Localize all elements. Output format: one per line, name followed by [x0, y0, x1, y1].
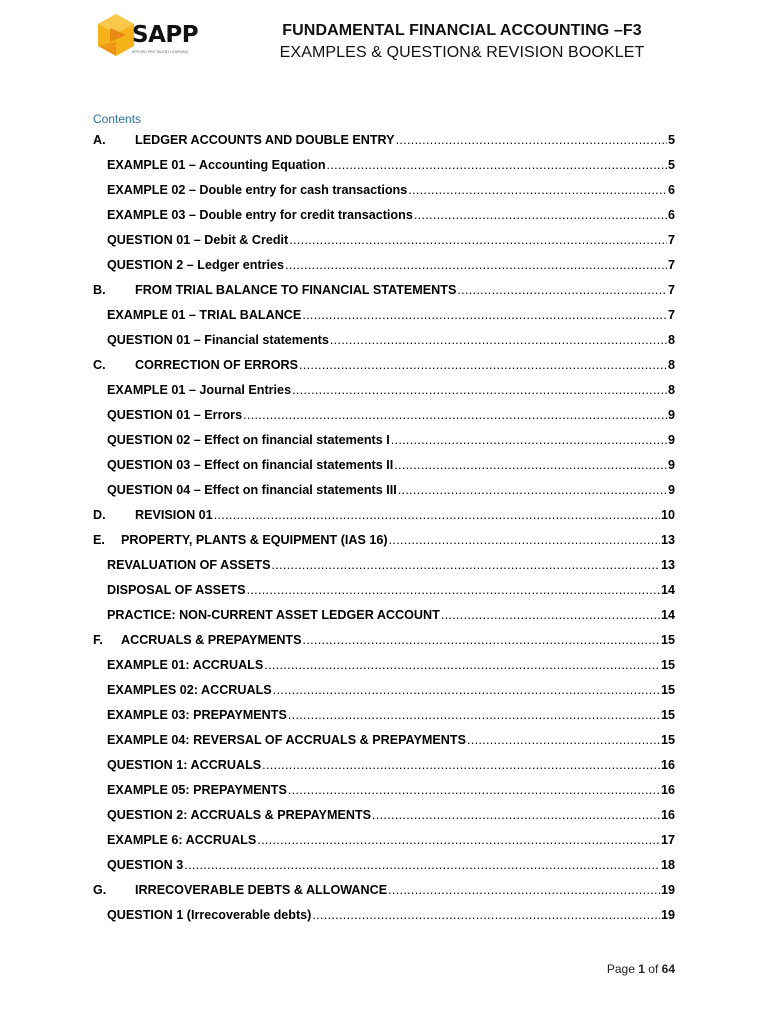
toc-dot-leader	[396, 133, 667, 147]
toc-entry[interactable]	[93, 852, 675, 877]
toc-page-number: 14	[660, 607, 675, 622]
toc-dot-leader	[372, 808, 660, 822]
toc-entry[interactable]	[93, 452, 675, 477]
toc-entry-label: REVISION 01	[135, 507, 213, 522]
toc-entry-label: EXAMPLE 04: REVERSAL OF ACCRUALS & PREPAYMENTS	[107, 732, 466, 747]
toc-entry[interactable]	[93, 327, 675, 352]
toc-page-number: 5	[667, 157, 675, 172]
toc-dot-leader	[398, 483, 667, 497]
title-line-1: FUNDAMENTAL FINANCIAL ACCOUNTING –F3	[282, 22, 642, 39]
toc-entry-label: QUESTION 1 (Irrecoverable debts)	[107, 907, 312, 922]
toc-section-number: A.	[93, 132, 106, 147]
toc-entry[interactable]	[93, 652, 675, 677]
sapp-logo-icon	[96, 12, 136, 58]
toc-section-number: E.	[93, 532, 105, 547]
toc-entry[interactable]	[93, 527, 675, 552]
toc-entry-label: QUESTION 01 – Financial statements	[107, 332, 329, 347]
toc-entry[interactable]	[93, 627, 675, 652]
toc-entry[interactable]	[93, 577, 675, 602]
toc-dot-leader	[414, 208, 667, 222]
toc-entry[interactable]	[93, 252, 675, 277]
toc-entry-label: REVALUATION OF ASSETS	[107, 557, 271, 572]
of-word: of	[648, 962, 659, 976]
toc-entry[interactable]	[93, 902, 675, 927]
toc-entry-label: PRACTICE: NON-CURRENT ASSET LEDGER ACCOUNT	[107, 607, 440, 622]
toc-page-number: 7	[667, 307, 675, 322]
toc-entry-label: QUESTION 03 – Effect on financial statements II	[107, 457, 394, 472]
document-title	[276, 20, 648, 64]
toc-entry-label: QUESTION 02 – Effect on financial statements I	[107, 432, 390, 447]
toc-entry[interactable]	[93, 702, 675, 727]
toc-entry[interactable]	[93, 477, 675, 502]
toc-dot-leader	[303, 633, 660, 647]
toc-entry[interactable]	[93, 227, 675, 252]
toc-entry-label: EXAMPLE 01: ACCRUALS	[107, 657, 264, 672]
toc-entry[interactable]	[93, 602, 675, 627]
toc-entry-label: EXAMPLE 02 – Double entry for cash transactions	[107, 182, 408, 197]
toc-dot-leader	[327, 158, 667, 172]
toc-dot-leader	[257, 833, 660, 847]
toc-entry[interactable]	[93, 302, 675, 327]
table-of-contents	[93, 127, 675, 927]
toc-entry-label: EXAMPLE 01 – Accounting Equation	[107, 157, 326, 172]
toc-entry-label: QUESTION 01 – Debit & Credit	[107, 232, 289, 247]
toc-page-number: 9	[667, 407, 675, 422]
toc-section-number: B.	[93, 282, 106, 297]
toc-dot-leader	[389, 533, 660, 547]
page-total: 64	[661, 962, 675, 976]
contents-heading: Contents	[93, 112, 142, 126]
toc-entry[interactable]	[93, 877, 675, 902]
toc-entry[interactable]	[93, 777, 675, 802]
sapp-logo	[96, 10, 206, 62]
toc-entry[interactable]	[93, 402, 675, 427]
toc-entry-label: EXAMPLE 03 – Double entry for credit transactions	[107, 207, 413, 222]
toc-entry[interactable]	[93, 827, 675, 852]
toc-dot-leader	[292, 383, 667, 397]
toc-entry[interactable]	[93, 127, 675, 152]
toc-dot-leader	[467, 733, 660, 747]
toc-entry[interactable]	[93, 177, 675, 202]
toc-page-number: 6	[667, 207, 675, 222]
toc-dot-leader	[273, 683, 660, 697]
toc-entry[interactable]	[93, 502, 675, 527]
toc-dot-leader	[302, 308, 667, 322]
toc-entry[interactable]	[93, 277, 675, 302]
toc-dot-leader	[289, 233, 667, 247]
toc-entry-label: QUESTION 3	[107, 857, 184, 872]
toc-entry-label: PROPERTY, PLANTS & EQUIPMENT (IAS 16)	[121, 532, 388, 547]
toc-dot-leader	[330, 333, 667, 347]
toc-dot-leader	[184, 858, 660, 872]
toc-page-number: 8	[667, 357, 675, 372]
toc-entry-label: QUESTION 01 – Errors	[107, 407, 243, 422]
toc-page-number: 15	[660, 632, 675, 647]
toc-page-number: 7	[667, 257, 675, 272]
toc-page-number: 10	[660, 507, 675, 522]
toc-page-number: 9	[667, 432, 675, 447]
toc-page-number: 6	[667, 182, 675, 197]
toc-entry-label: QUESTION 04 – Effect on financial statements III	[107, 482, 397, 497]
toc-entry[interactable]	[93, 352, 675, 377]
toc-entry-label: FROM TRIAL BALANCE TO FINANCIAL STATEMENTS	[135, 282, 457, 297]
toc-entry-label: DISPOSAL OF ASSETS	[107, 582, 246, 597]
toc-entry-label: EXAMPLE 6: ACCRUALS	[107, 832, 257, 847]
toc-dot-leader	[408, 183, 667, 197]
toc-entry-label: EXAMPLE 01 – TRIAL BALANCE	[107, 307, 302, 322]
toc-dot-leader	[299, 358, 667, 372]
toc-section-number: F.	[93, 632, 103, 647]
toc-dot-leader	[288, 708, 660, 722]
page-current: 1	[638, 962, 645, 976]
toc-entry[interactable]	[93, 677, 675, 702]
toc-entry-label: LEDGER ACCOUNTS AND DOUBLE ENTRY	[135, 132, 395, 147]
toc-entry-label: EXAMPLE 05: PREPAYMENTS	[107, 782, 287, 797]
toc-dot-leader	[312, 908, 660, 922]
toc-dot-leader	[394, 458, 667, 472]
toc-entry[interactable]	[93, 752, 675, 777]
toc-page-number: 15	[660, 732, 675, 747]
toc-page-number: 19	[660, 882, 675, 897]
toc-page-number: 16	[660, 757, 675, 772]
toc-page-number: 9	[667, 457, 675, 472]
toc-entry-label: QUESTION 1: ACCRUALS	[107, 757, 262, 772]
toc-section-number: D.	[93, 507, 106, 522]
toc-entry-label: IRRECOVERABLE DEBTS & ALLOWANCE	[135, 882, 388, 897]
toc-page-number: 13	[660, 532, 675, 547]
toc-entry-label: EXAMPLES 02: ACCRUALS	[107, 682, 272, 697]
logo-tagline: APPLIED PRO TALENT LEARNING	[132, 50, 189, 54]
toc-section-number: C.	[93, 357, 106, 372]
toc-page-number: 5	[667, 132, 675, 147]
toc-page-number: 8	[667, 382, 675, 397]
toc-entry[interactable]	[93, 802, 675, 827]
toc-page-number: 18	[660, 857, 675, 872]
page-word: Page	[606, 962, 635, 976]
toc-entry-label: CORRECTION OF ERRORS	[135, 357, 299, 372]
toc-page-number: 7	[667, 232, 675, 247]
toc-dot-leader	[262, 758, 660, 772]
toc-entry-label: QUESTION 2: ACCRUALS & PREPAYMENTS	[107, 807, 372, 822]
toc-dot-leader	[264, 658, 660, 672]
toc-page-number: 19	[660, 907, 675, 922]
toc-page-number: 16	[660, 782, 675, 797]
logo-wordmark: SAPP	[132, 22, 199, 48]
toc-entry-label: QUESTION 2 – Ledger entries	[107, 257, 285, 272]
toc-page-number: 8	[667, 332, 675, 347]
toc-page-number: 15	[660, 657, 675, 672]
toc-entry-label: EXAMPLE 03: PREPAYMENTS	[107, 707, 287, 722]
toc-entry[interactable]	[93, 552, 675, 577]
toc-entry-label: ACCRUALS & PREPAYMENTS	[121, 632, 302, 647]
title-line-2: EXAMPLES & QUESTION& REVISION BOOKLET	[279, 44, 645, 61]
toc-entry[interactable]	[93, 377, 675, 402]
toc-page-number: 7	[667, 282, 675, 297]
toc-page-number: 15	[660, 707, 675, 722]
toc-dot-leader	[243, 408, 667, 422]
toc-entry[interactable]	[93, 202, 675, 227]
toc-dot-leader	[388, 883, 660, 897]
toc-dot-leader	[272, 558, 660, 572]
toc-page-number: 14	[660, 582, 675, 597]
toc-page-number: 9	[667, 482, 675, 497]
toc-page-number: 15	[660, 682, 675, 697]
toc-dot-leader	[391, 433, 667, 447]
toc-entry[interactable]	[93, 727, 675, 752]
toc-section-number: G.	[93, 882, 107, 897]
toc-page-number: 17	[660, 832, 675, 847]
toc-entry[interactable]	[93, 427, 675, 452]
toc-dot-leader	[214, 508, 660, 522]
toc-dot-leader	[441, 608, 660, 622]
toc-entry[interactable]	[93, 152, 675, 177]
toc-entry-label: EXAMPLE 01 – Journal Entries	[107, 382, 292, 397]
toc-dot-leader	[247, 583, 660, 597]
toc-dot-leader	[457, 283, 667, 297]
toc-page-number: 16	[660, 807, 675, 822]
toc-dot-leader	[288, 783, 660, 797]
page-number-footer	[607, 962, 675, 976]
toc-page-number: 13	[660, 557, 675, 572]
toc-dot-leader	[285, 258, 667, 272]
